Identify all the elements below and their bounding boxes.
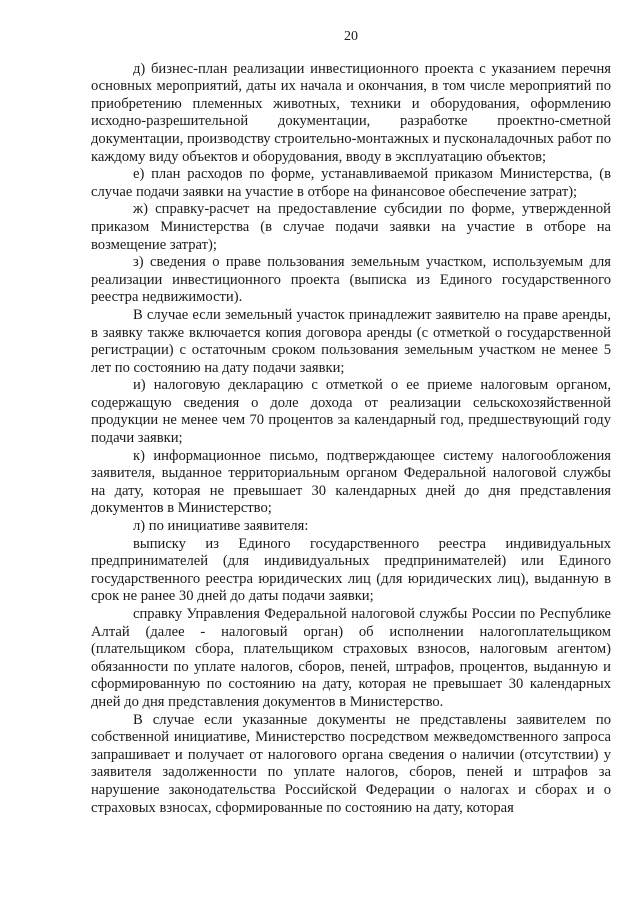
- paragraph-e: е) план расходов по форме, устанавливаемой приказом Министерства, (в случае подачи заявки на участие в отборе на финансовое обеспечение затрат);: [91, 166, 611, 200]
- document-page: [91, 28, 611, 817]
- paragraph-tax-certificate: справку Управления Федеральной налоговой службы России по Республике Алтай (далее - налоговый орган) об исполнении налогоплательщиком (плательщиком сбора, плательщиком страховых взносов, налоговым агентом) обязанности по уплате налогов, сборов, пеней, штрафов, процентов, выданную и сформированную по состоянию на дату, которая не превышает 30 календарных дней до дня представления документов в Министерство.: [91, 606, 611, 710]
- paragraph-i: и) налоговую декларацию с отметкой о ее приеме налоговым органом, содержащую сведения о доле дохода от реализации сельскохозяйственной продукции не менее чем 70 процентов за календарный год, предшествующий году подачи заявки;: [91, 377, 611, 447]
- paragraph-d: д) бизнес-план реализации инвестиционного проекта с указанием перечня основных мероприятий, даты их начала и окончания, в том числе мероприятий по приобретению племенных животных, техники и оборудования, оформлению исходно-разрешительной документации, разработке проектно-сметной документации, производству строительно-монтажных и пусконаладочных работ по каждому виду объектов и оборудования, вводу в эксплуатацию объектов;: [91, 60, 612, 165]
- paragraph-zh: ж) справку-расчет на предоставление субсидии по форме, утвержденной приказом Министерства (в случае подачи заявки на участие в отборе на возмещение затрат);: [91, 201, 611, 253]
- paragraph-lease: В случае если земельный участок принадлежит заявителю на праве аренды, в заявку также включается копия договора аренды (с отметкой о государственной регистрации) с остаточным сроком пользования земельным участком не менее 5 лет по состоянию на дату подачи заявки;: [91, 306, 611, 376]
- paragraph-egr-extract: выписку из Единого государственного реестра индивидуальных предпринимателей (для индивидуальных предпринимателей) или Единого государственного реестра юридических лиц (для юридических лиц), выданную в срок не ранее 30 дней до даты подачи заявки;: [91, 535, 611, 605]
- paragraph-l: л) по инициативе заявителя:: [133, 518, 309, 535]
- paragraph-z: з) сведения о праве пользования земельным участком, используемым для реализации инвестиционного проекта (выписка из Единого государственного реестра недвижимости).: [91, 254, 611, 306]
- paragraph-k: к) информационное письмо, подтверждающее систему налогообложения заявителя, выданное территориальным органом Федеральной налоговой службы на дату, которая не превышает 30 календарных дней до дня представления документов в Министерство;: [91, 447, 611, 517]
- page-number: 20: [344, 29, 358, 44]
- paragraph-interagency-request: В случае если указанные документы не представлены заявителем по собственной инициативе, Министерство посредством межведомственного запроса запрашивает и получает от налогового органа сведения о наличии (отсутствии) у заявителя задолженности по уплате налогов, сборов, пеней и штрафов за нарушение законодательства Российской Федерации о налогах и сборах и о страховых взносах, сформированные по состоянию на дату, которая: [91, 711, 611, 816]
